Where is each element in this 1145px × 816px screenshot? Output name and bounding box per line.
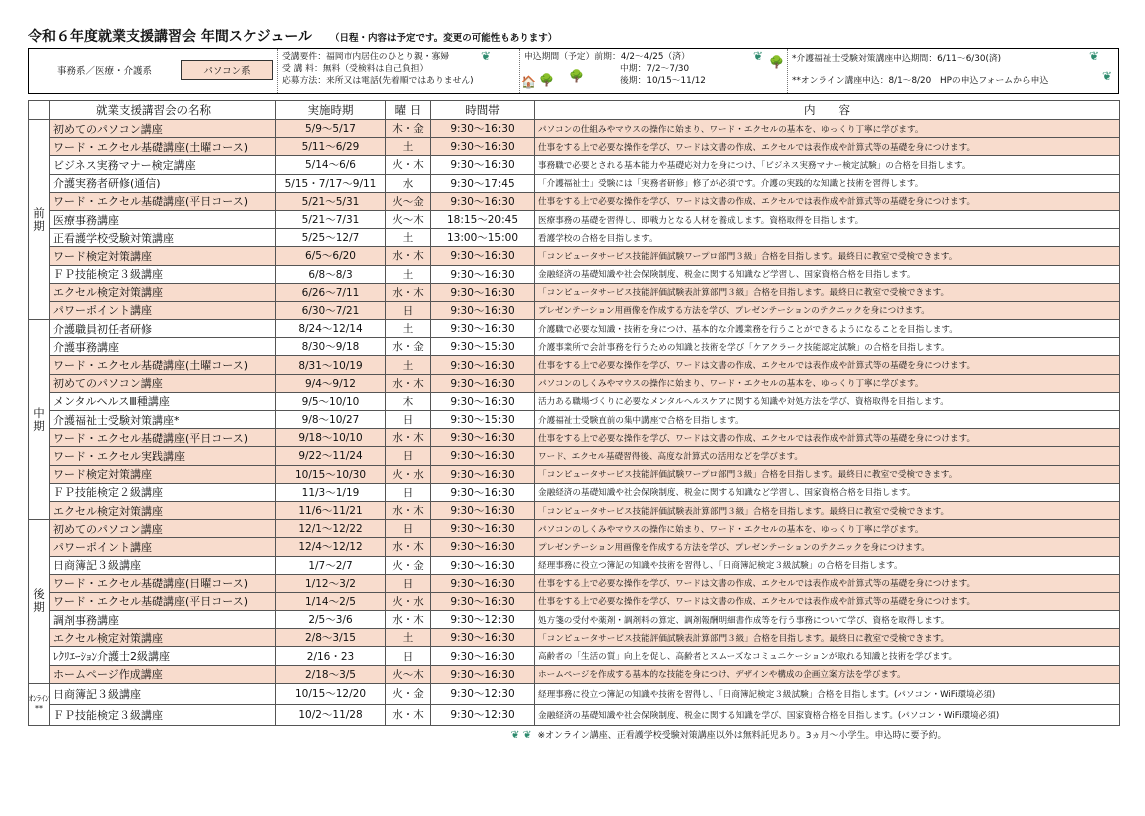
course-period: 2/8～3/15: [276, 629, 386, 647]
course-time: 9:30～15:30: [431, 338, 535, 356]
table-row: [29, 301, 1120, 319]
table-row: [29, 283, 1120, 301]
title-note: （日程・内容は予定です。変更の可能性もあります）: [330, 33, 558, 44]
course-name: ＦＰ技能検定２級講座: [50, 483, 276, 501]
term-label: 中期: [29, 320, 50, 520]
course-time: 9:30～16:30: [431, 520, 535, 538]
course-day: 土: [386, 138, 431, 156]
note-line: **オンライン講座申込：8/1～8/20 HPの申込フォームから申込: [792, 76, 1049, 86]
course-period: 10/2～11/28: [276, 704, 386, 725]
table-row: [29, 465, 1120, 483]
course-time: 9:30～12:30: [431, 683, 535, 704]
course-name: エクセル検定対策講座: [50, 283, 276, 301]
course-name: 調剤事務講座: [50, 611, 276, 629]
course-day: 火・水: [386, 465, 431, 483]
course-name: ＦＰ技能検定３級講座: [50, 704, 276, 725]
notes-block: [787, 49, 1118, 93]
table-row: [29, 192, 1120, 210]
course-day: 日: [386, 520, 431, 538]
page-title: [28, 26, 557, 46]
course-day: 日: [386, 301, 431, 319]
course-description: パソコンのしくみやマウスの操作に始まり、ワード・エクセルの基本を、ゆっくり丁寧に学びます。: [535, 520, 1120, 538]
table-row: [29, 374, 1120, 392]
course-time: 9:30～16:30: [431, 156, 535, 174]
table-row: [29, 411, 1120, 429]
table-row: [29, 120, 1120, 138]
table-row: [29, 520, 1120, 538]
course-day: 土: [386, 265, 431, 283]
course-day: 木: [386, 392, 431, 410]
course-time: 9:30～16:30: [431, 447, 535, 465]
course-day: 水・木: [386, 501, 431, 519]
column-header-period: 実施時期: [276, 101, 386, 120]
course-description: 看護学校の合格を目指します。: [535, 229, 1120, 247]
course-description: 事務職で必要とされる基本能力や基礎応対力を身につけ、「ビジネス実務マナー検定試験」の合格を目指します。: [535, 156, 1120, 174]
course-day: 水・木: [386, 247, 431, 265]
schedule-body: [29, 120, 1120, 744]
course-name: ビジネス実務マナー検定講座: [50, 156, 276, 174]
table-row: [29, 447, 1120, 465]
application-line: 申込期間（予定）前期：4/2～4/25（済）: [524, 52, 690, 62]
course-description: 「コンピュータサービス技能評価試験表計算部門３級」合格を目指します。最終日に教室で受検できます。: [535, 629, 1120, 647]
course-description: ホームページを作成する基本的な技能を身につけ、デザインや構成の企画立案方法を学びます。: [535, 665, 1120, 683]
course-name: 初めてのパソコン講座: [50, 374, 276, 392]
course-name: ﾚｸﾘｴｰｼｮﾝ介護士2級講座: [50, 647, 276, 665]
course-name: パワーポイント講座: [50, 538, 276, 556]
course-time: 9:30～16:30: [431, 301, 535, 319]
course-period: 12/1～12/22: [276, 520, 386, 538]
leaf-icon: ❦: [753, 49, 764, 63]
course-time: 9:30～16:30: [431, 356, 535, 374]
table-row: [29, 156, 1120, 174]
course-name: ホームページ作成講座: [50, 665, 276, 683]
course-day: 火・水: [386, 592, 431, 610]
house-icon: 🏠: [521, 75, 536, 89]
course-day: 火・金: [386, 683, 431, 704]
table-row: [29, 356, 1120, 374]
course-time: 9:30～16:30: [431, 465, 535, 483]
course-name: ワード検定対策講座: [50, 247, 276, 265]
course-day: 水・木: [386, 283, 431, 301]
course-description: 金融経済の基礎知識や社会保険制度、税金に関する知識を学び、国家資格合格を目指します。(パソコン・WiFi環境必須): [535, 704, 1120, 725]
course-period: 2/18～3/5: [276, 665, 386, 683]
course-time: 9:30～16:30: [431, 138, 535, 156]
application-line: 中期：7/2～7/30: [620, 64, 690, 74]
course-name: ワード・エクセル基礎講座(土曜コース): [50, 356, 276, 374]
course-description: 経理事務に役立つ簿記の知識や技術を習得し、「日商簿記検定３級試験」の合格を目指します。: [535, 556, 1120, 574]
leaf-icon: ❦: [1089, 49, 1100, 63]
course-period: 5/21～5/31: [276, 192, 386, 210]
course-name: 介護実務者研修(通信): [50, 174, 276, 192]
course-time: 9:30～16:30: [431, 265, 535, 283]
course-time: 9:30～16:30: [431, 392, 535, 410]
course-day: 火・木: [386, 156, 431, 174]
course-time: 9:30～12:30: [431, 704, 535, 725]
course-description: パソコンのしくみやマウスの操作に始まり、ワード・エクセルの基本を、ゆっくり丁寧に学びます。: [535, 374, 1120, 392]
course-time: 9:30～16:30: [431, 429, 535, 447]
course-description: 処方箋の受付や薬剤・調剤料の算定、調剤報酬明細書作成等を行う事務について学び、資格を取得します。: [535, 611, 1120, 629]
course-day: 火～金: [386, 192, 431, 210]
course-day: 水: [386, 174, 431, 192]
table-row: [29, 247, 1120, 265]
requirement-line: 受 講 料：無料（受検料は自己負担）: [282, 64, 429, 74]
course-day: 水・木: [386, 538, 431, 556]
course-description: 介護事業所で会計事務を行うための知識と技術を学び「ケアクラーク技能認定試験」の合格を目指します。: [535, 338, 1120, 356]
course-name: 初めてのパソコン講座: [50, 120, 276, 138]
title-text: 令和６年度就業支援講習会 年間スケジュール: [28, 29, 313, 45]
term-label: 前期: [29, 120, 50, 320]
course-time: 9:30～15:30: [431, 411, 535, 429]
table-row: [29, 338, 1120, 356]
course-description: 仕事をする上で必要な操作を学び、ワードは文書の作成、エクセルでは表作成や計算式等の基礎を身につけます。: [535, 356, 1120, 374]
course-period: 6/30～7/21: [276, 301, 386, 319]
course-time: 9:30～16:30: [431, 647, 535, 665]
requirement-line: 受講要件：福岡市内居住のひとり親・寡婦: [282, 52, 450, 62]
course-name: ワード・エクセル実践講座: [50, 447, 276, 465]
table-row: [29, 138, 1120, 156]
course-time: 9:30～16:30: [431, 629, 535, 647]
course-day: 日: [386, 483, 431, 501]
course-name: パワーポイント講座: [50, 301, 276, 319]
course-description: 金融経済の基礎知識や社会保険制度、税金に関する知識など学習し、国家資格合格を目指します。: [535, 483, 1120, 501]
course-period: 11/3～1/19: [276, 483, 386, 501]
course-day: 土: [386, 229, 431, 247]
course-name: 介護職員初任者研修: [50, 320, 276, 338]
schedule-table: [28, 100, 1120, 744]
course-time: 9:30～16:30: [431, 320, 535, 338]
table-row: [29, 611, 1120, 629]
course-time: 9:30～16:30: [431, 538, 535, 556]
course-description: 「コンピュータサービス技能評価試験表計算部門３級」合格を目指します。最終日に教室で受検できます。: [535, 501, 1120, 519]
course-period: 5/14～6/6: [276, 156, 386, 174]
course-time: 9:30～12:30: [431, 611, 535, 629]
table-row: [29, 538, 1120, 556]
course-period: 9/8～10/27: [276, 411, 386, 429]
table-row: [29, 265, 1120, 283]
course-period: 5/11～6/29: [276, 138, 386, 156]
table-row: [29, 574, 1120, 592]
course-time: 9:30～16:30: [431, 592, 535, 610]
course-day: 日: [386, 574, 431, 592]
course-day: 日: [386, 411, 431, 429]
course-period: 6/8～8/3: [276, 265, 386, 283]
course-description: 仕事をする上で必要な操作を学び、ワードは文書の作成、エクセルでは表作成や計算式等の基礎を身につけます。: [535, 592, 1120, 610]
course-period: 8/30～9/18: [276, 338, 386, 356]
table-row: [29, 683, 1120, 704]
course-description: プレゼンテーション用画像を作成する方法を学び、プレゼンテーションのテクニックを身につけます。: [535, 301, 1120, 319]
course-time: 9:30～16:30: [431, 120, 535, 138]
course-name: 正看護学校受験対策講座: [50, 229, 276, 247]
course-day: 土: [386, 629, 431, 647]
course-description: ワード、エクセル基礎習得後、高度な計算式の活用などを学びます。: [535, 447, 1120, 465]
course-time: 9:30～16:30: [431, 665, 535, 683]
course-time: 9:30～16:30: [431, 247, 535, 265]
course-day: 水・木: [386, 611, 431, 629]
course-period: 1/12～3/2: [276, 574, 386, 592]
term-label: ｵﾝﾗｲﾝ**: [29, 683, 50, 725]
course-time: 9:30～16:30: [431, 283, 535, 301]
column-header-day: 曜 日: [386, 101, 431, 120]
course-day: 土: [386, 356, 431, 374]
table-row: [29, 665, 1120, 683]
course-description: 経理事務に役立つ簿記の知識や技術を習得し、「日商簿記検定３級試験」合格を目指します。(パソコン・WiFi環境必須): [535, 683, 1120, 704]
requirement-line: 応募方法：来所又は電話(先着順ではありません): [282, 76, 474, 86]
course-period: 11/6～11/21: [276, 501, 386, 519]
table-row: [29, 647, 1120, 665]
course-name: エクセル検定対策講座: [50, 629, 276, 647]
tree-icon: 🌳: [569, 69, 584, 83]
course-period: 5/9～5/17: [276, 120, 386, 138]
course-time: 9:30～17:45: [431, 174, 535, 192]
course-name: ワード・エクセル基礎講座(平日コース): [50, 429, 276, 447]
course-day: 水・木: [386, 429, 431, 447]
table-row: [29, 392, 1120, 410]
course-time: 9:30～16:30: [431, 501, 535, 519]
course-name: 介護福祉士受験対策講座*: [50, 411, 276, 429]
course-period: 1/7～2/7: [276, 556, 386, 574]
course-day: 火・金: [386, 556, 431, 574]
table-row: [29, 592, 1120, 610]
course-time: 9:30～16:30: [431, 374, 535, 392]
course-period: 10/15～12/20: [276, 683, 386, 704]
course-description: 高齢者の「生活の質」向上を促し、高齢者とスムーズなコミュニケーションが取れる知識と技術を学びます。: [535, 647, 1120, 665]
course-period: 8/24～12/14: [276, 320, 386, 338]
course-period: 5/15・7/17～9/11: [276, 174, 386, 192]
course-period: 9/22～11/24: [276, 447, 386, 465]
info-header: [28, 48, 1119, 94]
table-row: [29, 483, 1120, 501]
table-row: [29, 629, 1120, 647]
course-description: 介護職で必要な知識・技術を身につけ、基本的な介護業務を行うことができるようになることを目指します。: [535, 320, 1120, 338]
application-block: [519, 49, 787, 93]
course-description: 金融経済の基礎知識や社会保険制度、税金に関する知識など学習し、国家資格合格を目指します。: [535, 265, 1120, 283]
course-time: 9:30～16:30: [431, 574, 535, 592]
table-row: [29, 429, 1120, 447]
leaf-icon: ❦: [1102, 69, 1113, 83]
course-description: 介護福祉士受験直前の集中講座で合格を目指します。: [535, 411, 1120, 429]
table-row: [29, 320, 1120, 338]
course-day: 水・木: [386, 374, 431, 392]
course-name: ワード・エクセル基礎講座(平日コース): [50, 592, 276, 610]
table-row: [29, 704, 1120, 725]
course-period: 8/31～10/19: [276, 356, 386, 374]
course-description: 仕事をする上で必要な操作を学び、ワードは文書の作成、エクセルでは表作成や計算式等の基礎を身につけます。: [535, 192, 1120, 210]
course-day: 土: [386, 320, 431, 338]
course-time: 9:30～16:30: [431, 483, 535, 501]
course-name: ワード・エクセル基礎講座(平日コース): [50, 192, 276, 210]
course-name: ＦＰ技能検定３級講座: [50, 265, 276, 283]
course-day: 火～木: [386, 665, 431, 683]
course-name: 医療事務講座: [50, 210, 276, 228]
tree-icon: 🌳: [769, 55, 784, 69]
category-office-medical: 事務系／医療・介護系: [56, 66, 152, 77]
table-row: [29, 229, 1120, 247]
course-period: 6/26～7/11: [276, 283, 386, 301]
course-name: エクセル検定対策講座: [50, 501, 276, 519]
course-period: 1/14～2/5: [276, 592, 386, 610]
course-description: 仕事をする上で必要な操作を学び、ワードは文書の作成、エクセルでは表作成や計算式等の基礎を身につけます。: [535, 574, 1120, 592]
course-name: ワード・エクセル基礎講座(日曜コース): [50, 574, 276, 592]
table-row: [29, 210, 1120, 228]
table-header-row: [29, 101, 1120, 120]
column-header-name: 就業支援講習会の名称: [50, 101, 276, 120]
course-description: プレゼンテーション用画像を作成する方法を学び、プレゼンテーションのテクニックを身につけます。: [535, 538, 1120, 556]
term-label: 後期: [29, 520, 50, 684]
note-line: *介護福祉士受験対策講座申込期間：6/11～6/30(済): [792, 54, 1002, 64]
table-row: [29, 174, 1120, 192]
term-header: [29, 101, 50, 120]
course-name: 初めてのパソコン講座: [50, 520, 276, 538]
course-time: 9:30～16:30: [431, 192, 535, 210]
course-period: 2/5～3/6: [276, 611, 386, 629]
footer-row: [29, 725, 1120, 743]
leaf-icon: ❦: [481, 49, 492, 63]
course-day: 日: [386, 647, 431, 665]
course-period: 10/15～10/30: [276, 465, 386, 483]
course-period: 9/5～10/10: [276, 392, 386, 410]
course-period: 5/25～12/7: [276, 229, 386, 247]
course-time: 18:15～20:45: [431, 210, 535, 228]
course-name: ワード・エクセル基礎講座(土曜コース): [50, 138, 276, 156]
course-description: 「コンピュータサービス技能評価試験ワープロ部門３級」合格を目指します。最終日に教室で受検できます。: [535, 247, 1120, 265]
course-time: 13:00～15:00: [431, 229, 535, 247]
leaf-icon: ❦ ❦: [510, 728, 532, 741]
course-description: 「コンピュータサービス技能評価試験表計算部門３級」合格を目指します。最終日に教室で受検できます。: [535, 283, 1120, 301]
course-name: 日商簿記３級講座: [50, 683, 276, 704]
course-time: 9:30～16:30: [431, 556, 535, 574]
course-day: 火～木: [386, 210, 431, 228]
course-period: 6/5～6/20: [276, 247, 386, 265]
course-name: 介護事務講座: [50, 338, 276, 356]
tree-icon: 🌳: [539, 73, 554, 87]
column-header-content: 内 容: [535, 101, 1120, 120]
course-name: 日商簿記３級講座: [50, 556, 276, 574]
course-description: 活力ある職場づくりに必要なメンタルヘルスケアに関する知識や対処方法を学び、資格取得を目指します。: [535, 392, 1120, 410]
footer-decoration: [29, 725, 535, 743]
course-day: 日: [386, 447, 431, 465]
course-description: 仕事をする上で必要な操作を学び、ワードは文書の作成、エクセルでは表作成や計算式等の基礎を身につけます。: [535, 138, 1120, 156]
course-description: 医療事務の基礎を習得し、即戦力となる人材を養成します。資格取得を目指します。: [535, 210, 1120, 228]
course-day: 水・木: [386, 704, 431, 725]
course-day: 木・金: [386, 120, 431, 138]
course-period: 12/4～12/12: [276, 538, 386, 556]
application-line: 後期：10/15～11/12: [620, 76, 706, 86]
course-period: 9/18～10/10: [276, 429, 386, 447]
table-row: [29, 556, 1120, 574]
footer-note: ※オンライン講座、正看護学校受験対策講座以外は無料託児あり。3ヵ月～小学生。申込時に要予約。: [537, 731, 947, 742]
course-name: メンタルヘルスⅢ種講座: [50, 392, 276, 410]
course-description: パソコンの仕組みやマウスの操作に始まり、ワード・エクセルの基本を、ゆっくり丁寧に学びます。: [535, 120, 1120, 138]
course-description: 仕事をする上で必要な操作を学び、ワードは文書の作成、エクセルでは表作成や計算式等の基礎を身につけます。: [535, 429, 1120, 447]
table-row: [29, 501, 1120, 519]
course-period: 9/4～9/12: [276, 374, 386, 392]
course-period: 2/16・23: [276, 647, 386, 665]
course-description: 「コンピュータサービス技能評価試験ワープロ部門３級」合格を目指します。最終日に教室で受検できます。: [535, 465, 1120, 483]
course-day: 水・金: [386, 338, 431, 356]
column-header-time: 時間帯: [431, 101, 535, 120]
course-name: ワード検定対策講座: [50, 465, 276, 483]
course-period: 5/21～7/31: [276, 210, 386, 228]
course-description: 「介護福祉士」受験には「実務者研修」修了が必須です。介護の実践的な知識と技術を習得します。: [535, 174, 1120, 192]
category-pc: パソコン系: [181, 60, 273, 80]
